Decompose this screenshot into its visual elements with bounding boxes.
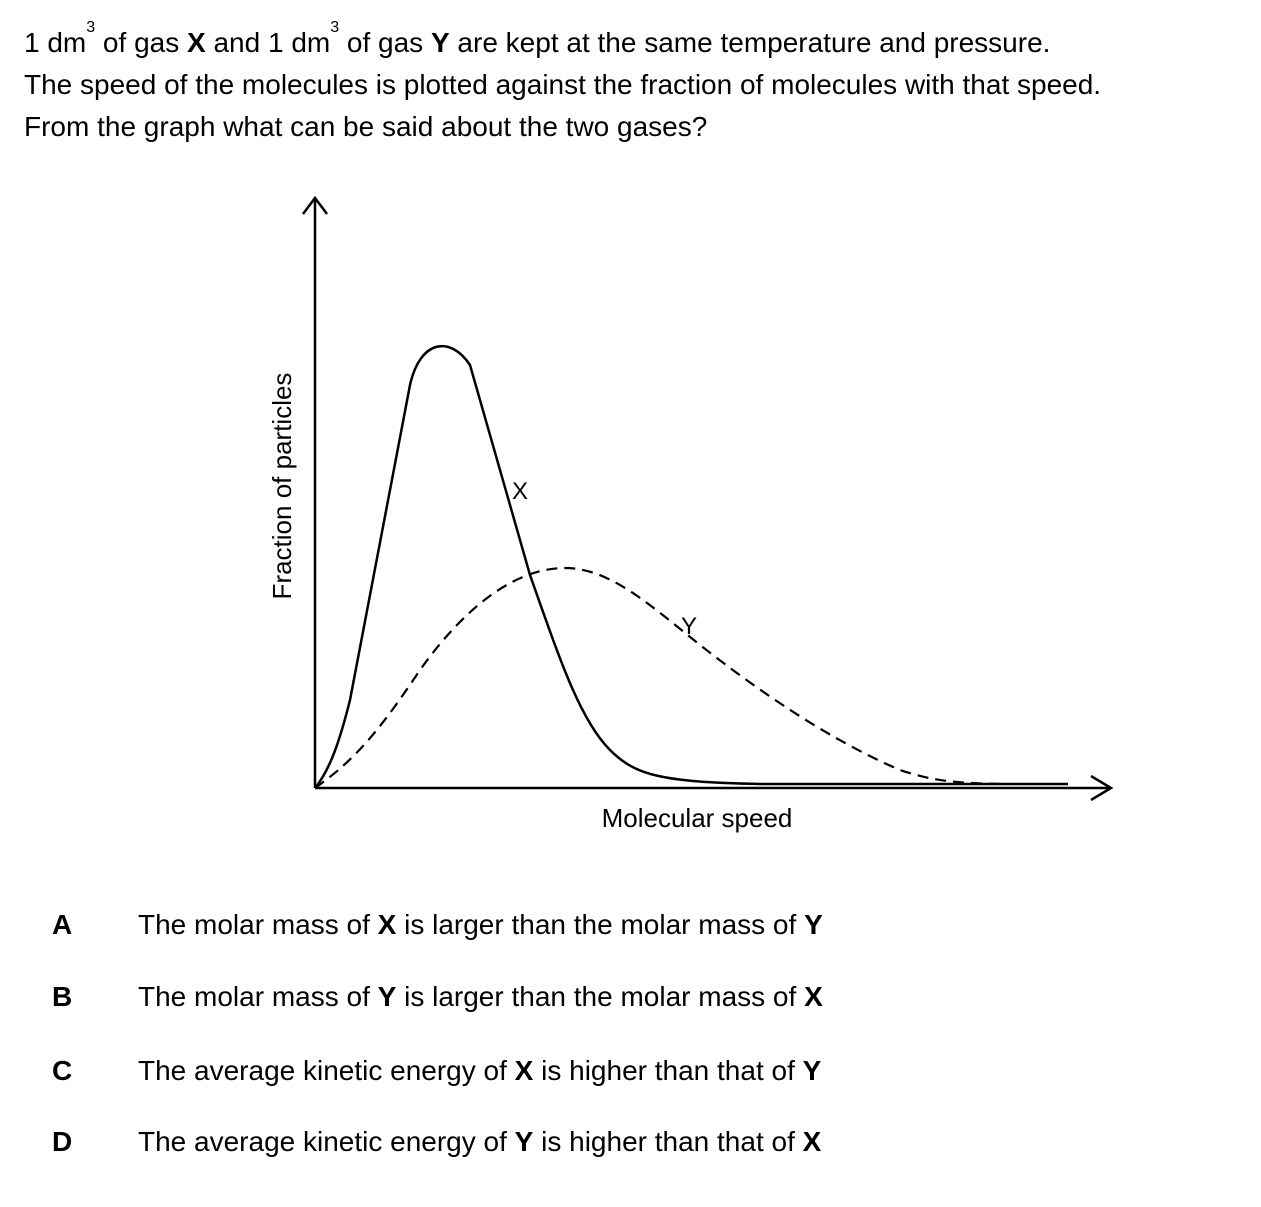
- superscript-3: 3: [86, 19, 96, 36]
- q-text-segment: of gas: [339, 27, 431, 58]
- option-letter: D: [52, 1126, 73, 1157]
- option-text: [138, 977, 823, 1017]
- x-axis-label: Molecular speed: [601, 803, 793, 833]
- option-text: [138, 1051, 821, 1091]
- option-bold-gas: X: [802, 1126, 822, 1157]
- option-text-segment: is higher than that of: [533, 1055, 803, 1086]
- option-bold-gas: X: [514, 1055, 534, 1086]
- option-c[interactable]: [0, 1051, 1000, 1091]
- option-text-segment: is higher than that of: [533, 1126, 803, 1157]
- option-text-segment: The molar mass of: [138, 909, 378, 940]
- gas-x-label: X: [187, 27, 206, 58]
- option-b[interactable]: [0, 977, 1000, 1017]
- curve-x-solid: [315, 346, 1068, 788]
- question-line-3: From the graph what can be said about the two gases?: [24, 111, 708, 142]
- q-text-segment: are kept at the same temperature and pressure.: [449, 27, 1051, 58]
- superscript-3: 3: [330, 19, 340, 36]
- option-bold-gas: Y: [802, 1055, 822, 1086]
- option-text-segment: is larger than the molar mass of: [396, 909, 805, 940]
- curve-y-label: Y: [681, 613, 698, 640]
- q-text-segment: of gas: [95, 27, 187, 58]
- y-axis-label: Fraction of particles: [267, 372, 297, 600]
- curve-y-dashed: [315, 568, 1000, 788]
- option-bold-gas: Y: [804, 909, 823, 940]
- option-text-segment: The average kinetic energy of: [138, 1126, 515, 1157]
- curve-x-label: X: [512, 478, 529, 505]
- gas-y-label: Y: [430, 27, 450, 58]
- option-letter: A: [52, 909, 73, 940]
- option-text: [138, 1122, 821, 1162]
- option-letter: C: [52, 1055, 73, 1086]
- option-d[interactable]: [0, 1122, 1000, 1162]
- option-a[interactable]: [0, 905, 1000, 945]
- option-bold-gas: X: [804, 981, 823, 1012]
- option-text-segment: The molar mass of: [138, 981, 378, 1012]
- option-letter: B: [52, 981, 73, 1012]
- option-text-segment: The average kinetic energy of: [138, 1055, 515, 1086]
- option-text: [138, 905, 823, 945]
- q-text-segment: 1 dm: [24, 27, 87, 58]
- option-text-segment: is larger than the molar mass of: [396, 981, 805, 1012]
- option-bold-gas: Y: [514, 1126, 534, 1157]
- question-line-2: The speed of the molecules is plotted against the fraction of molecules with that speed.: [24, 69, 1102, 100]
- option-bold-gas: Y: [377, 981, 397, 1012]
- q-text-segment: and 1 dm: [205, 27, 331, 58]
- option-bold-gas: X: [377, 909, 397, 940]
